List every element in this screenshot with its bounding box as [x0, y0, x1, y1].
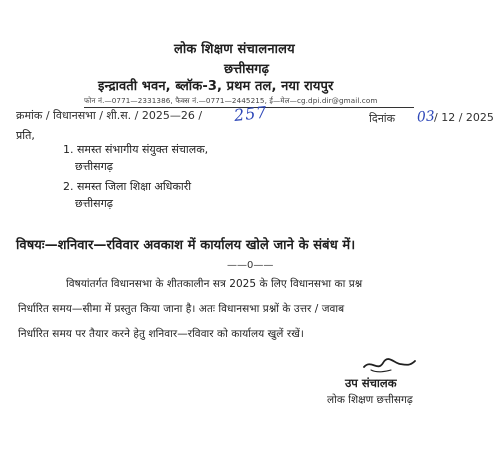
body-line-3: निर्धारित समय पर तैयार करने हेतु शनिवार—रविवार को कार्यालय खुलें रखें।: [18, 328, 304, 340]
signatory-office: लोक शिक्षण छत्तीसगढ़: [327, 394, 413, 406]
recipient-item-1-line-2: छत्तीसगढ़: [75, 160, 113, 173]
body-line-1: विषयांतर्गत विधानसभा के शीतकालीन सत्र 2025 के लिए विधानसभा का प्रश्न: [66, 278, 363, 290]
subject-line: विषयः—शनिवार—रविवार अवकाश में कार्यालय खोले जाने के संबंध में।: [16, 238, 356, 253]
body-line-2: निर्धारित समय—सीमा में प्रस्तुत किया जाना है। अतः विधानसभा प्रश्नों के उत्तर / जवाब: [18, 303, 345, 315]
recipient-item-2: [63, 178, 191, 212]
contact-line: फोन नं.—0771—2331386, फैक्स नं.—0771—2445215, ई—मेल—cg.dpi.dir@gmail.com: [84, 96, 378, 105]
signature-mark: [361, 352, 419, 376]
reference-prefix: क्रमांक / विधानसभा / शी.स. / 2025—26 /: [16, 109, 203, 122]
date-label: दिनांक: [369, 112, 396, 125]
recipient-heading: प्रति,: [16, 129, 35, 142]
state-name: छत्तीसगढ़: [224, 62, 269, 77]
reference-number: 257: [233, 102, 269, 125]
office-name: लोक शिक्षण संचालनालय: [174, 42, 295, 57]
recipient-item-1-line-1: 1. समस्त संभागीय संयुक्त संचालक,: [63, 143, 209, 156]
date-day: 03: [416, 108, 436, 126]
recipient-item-2-line-2: छत्तीसगढ़: [75, 197, 113, 210]
recipient-item-2-line-1: 2. समस्त जिला शिक्षा अधिकारी: [63, 180, 192, 193]
office-address: इन्द्रावती भवन, ब्लॉक-3, प्रथम तल, नया रायपुर: [98, 79, 334, 94]
signatory-title: उप संचालक: [345, 376, 397, 390]
date-month-year: / 12 / 2025: [434, 111, 494, 124]
recipient-item-1: [63, 141, 208, 175]
section-divider: ——0——: [227, 260, 274, 271]
